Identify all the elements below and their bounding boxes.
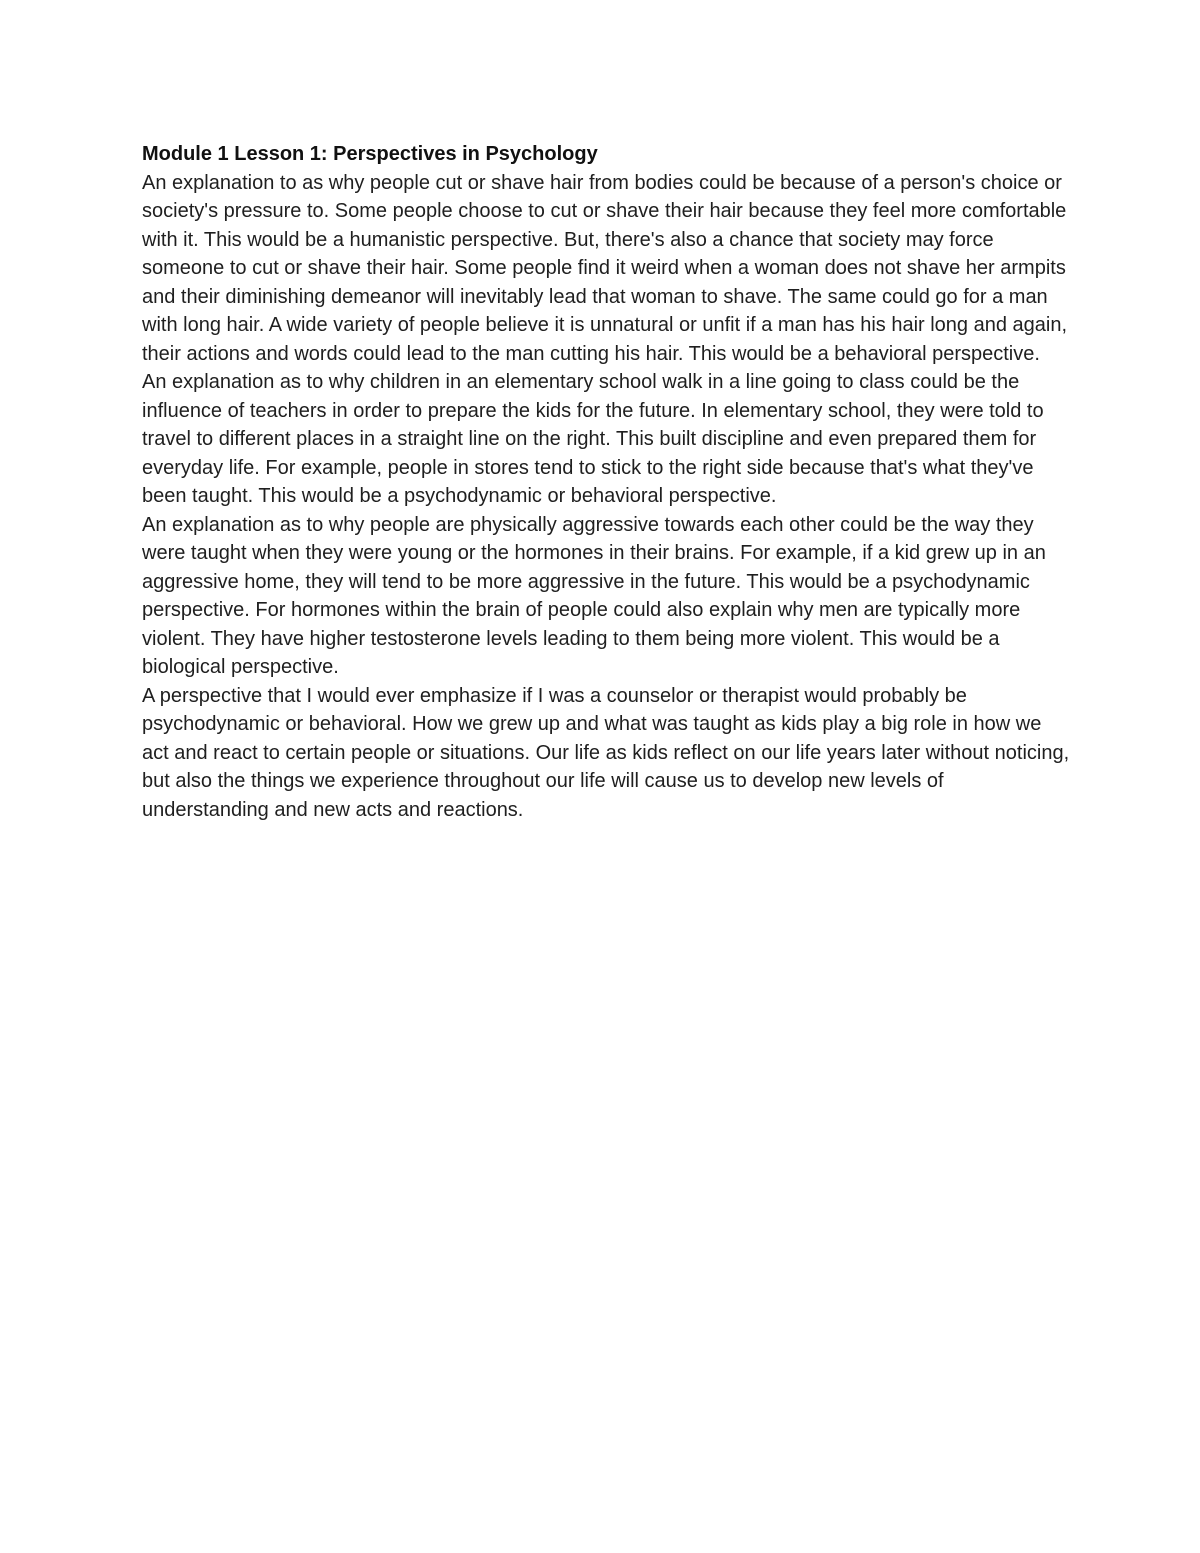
document-body	[142, 140, 1072, 824]
document-title: Module 1 Lesson 1: Perspectives in Psychology	[142, 143, 598, 165]
paragraph-counselor-perspective: A perspective that I would ever emphasize if I was a counselor or therapist would probably be psychodynamic or behavioral. How we grew up and what was taught as kids play a big role in how we act and react to certain people or situations. Our life as kids reflect on our life years later without noticing, but also the things we experience throughout our life will cause us to develop new levels of understanding and new acts and reactions.	[142, 684, 1070, 821]
paragraph-walking-in-line: An explanation as to why children in an elementary school walk in a line going to class could be the influence of teachers in order to prepare the kids for the future. In elementary school, they were told to travel to different places in a straight line on the right. This built discipline and even prepared them for everyday life. For example, people in stores tend to stick to the right side because that's what they've been taught. This would be a psychodynamic or behavioral perspective.	[142, 371, 1044, 507]
paragraph-hair-removal: An explanation to as why people cut or shave hair from bodies could be because of a person's choice or society's pressure to. Some people choose to cut or shave their hair because they feel more comfortable with it. This would be a humanistic perspective. But, there's also a chance that society may force someone to cut or shave their hair. Some people find it weird when a woman does not shave her armpits and their diminishing demeanor will inevitably lead that woman to shave. The same could go for a man with long hair. A wide variety of people believe it is unnatural or unfit if a man has his hair long and again, their actions and words could lead to the man cutting his hair. This would be a behavioral perspective.	[142, 171, 1068, 365]
paragraph-aggression: An explanation as to why people are physically aggressive towards each other could be the way they were taught when they were young or the hormones in their brains. For example, if a kid grew up in an aggressive home, they will tend to be more aggressive in the future. This would be a psychodynamic perspective. For hormones within the brain of people could also explain why men are typically more violent. They have higher testosterone levels leading to them being more violent. This would be a biological perspective.	[142, 513, 1046, 678]
